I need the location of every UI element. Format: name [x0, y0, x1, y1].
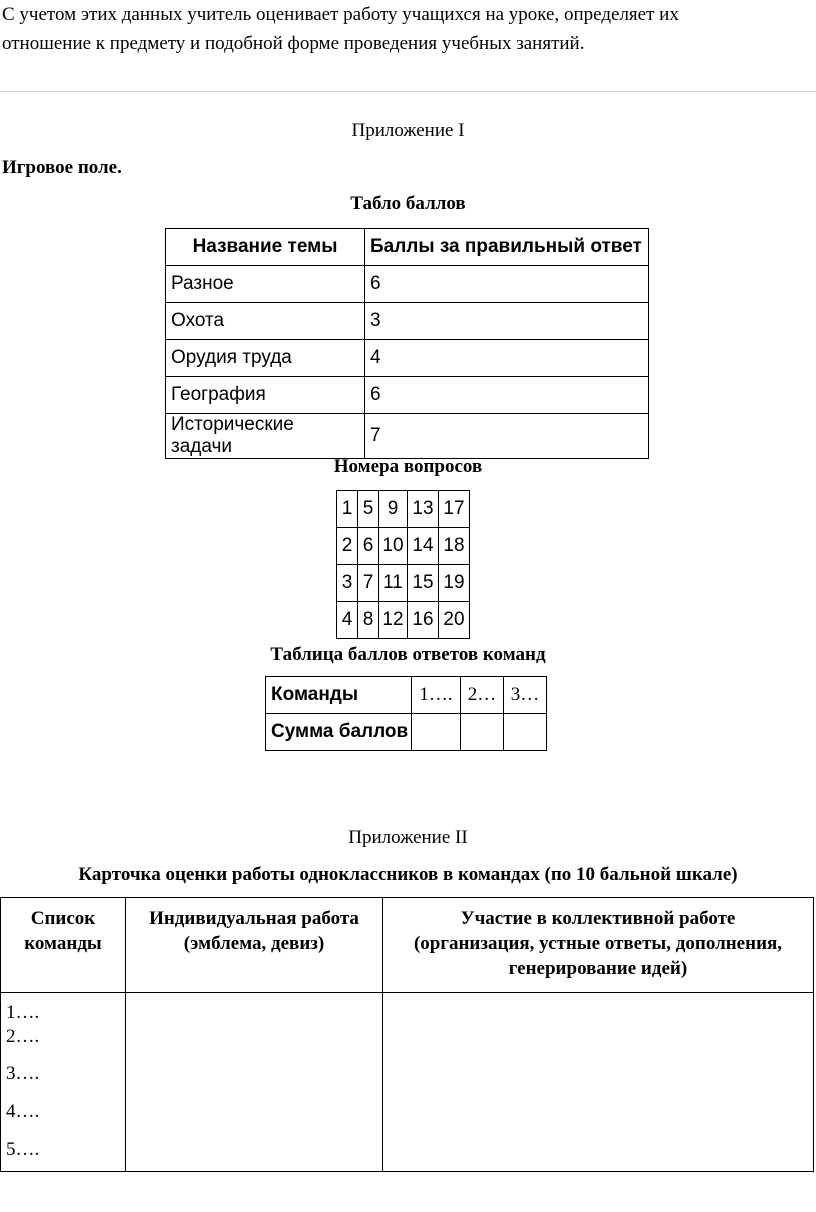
header-collective-work — [383, 898, 814, 993]
collective-work-cell — [383, 993, 814, 1172]
points-cell: 6 — [365, 266, 649, 303]
header-text: (эмблема, девиз) — [183, 933, 325, 954]
question-cell: 5 — [358, 491, 379, 528]
score-cell — [412, 714, 461, 751]
teams-score-table — [265, 676, 547, 751]
score-board-table — [165, 228, 649, 459]
topic-cell: География — [166, 377, 365, 414]
list-item: 4…. — [6, 1101, 40, 1122]
table-header-row — [166, 229, 649, 266]
score-board-title: Табло баллов — [350, 193, 466, 214]
list-item: 2…. — [6, 1026, 40, 1047]
questions-grid — [336, 490, 470, 639]
table-row — [166, 414, 649, 459]
table-row — [166, 266, 649, 303]
question-cell: 19 — [439, 565, 470, 602]
header-points: Баллы за правильный ответ — [365, 229, 649, 266]
header-text: Список — [30, 908, 96, 929]
question-cell: 20 — [439, 602, 470, 639]
points-cell: 7 — [365, 414, 649, 459]
evaluation-card-table — [0, 897, 814, 1172]
topic-cell: Орудия труда — [166, 340, 365, 377]
points-cell: 6 — [365, 377, 649, 414]
list-item: 1…. — [6, 1002, 40, 1023]
question-cell: 7 — [358, 565, 379, 602]
question-cell: 1 — [337, 491, 358, 528]
table-row — [166, 303, 649, 340]
question-cell: 9 — [379, 491, 408, 528]
topic-cell: Исторические задачи — [166, 414, 365, 459]
question-cell: 11 — [379, 565, 408, 602]
individual-work-cell — [126, 993, 383, 1172]
page-divider — [0, 91, 816, 92]
table-row — [337, 602, 470, 639]
intro-line-2: отношение к предмету и подобной форме проведения учебных занятий. — [2, 33, 585, 54]
table-row — [337, 565, 470, 602]
list-item: 3…. — [6, 1063, 40, 1084]
table-row — [166, 340, 649, 377]
table-row — [266, 714, 547, 751]
header-topic: Название темы — [166, 229, 365, 266]
question-cell: 15 — [408, 565, 439, 602]
list-item: 5…. — [6, 1139, 40, 1160]
table-row — [337, 528, 470, 565]
question-cell: 18 — [439, 528, 470, 565]
intro-line-1: С учетом этих данных учитель оценивает работу учащихся на уроке, определяет их — [2, 4, 679, 25]
question-cell: 12 — [379, 602, 408, 639]
intro-paragraph — [2, 0, 802, 58]
question-cell: 8 — [358, 602, 379, 639]
teams-label: Команды — [266, 677, 412, 714]
points-cell: 3 — [365, 303, 649, 340]
header-text: Участие в коллективной работе — [460, 908, 736, 929]
table-row — [266, 677, 547, 714]
team-cell: 3… — [504, 677, 547, 714]
header-individual-work — [126, 898, 383, 993]
topic-cell: Охота — [166, 303, 365, 340]
appendix-2-title: Приложение II — [348, 827, 468, 848]
header-text: команды — [24, 933, 102, 954]
appendix-1-title: Приложение I — [351, 120, 465, 141]
evaluation-card-title: Карточка оценки работы одноклассников в командах (по 10 бальной шкале) — [78, 864, 738, 885]
score-cell — [461, 714, 504, 751]
header-team-list — [1, 898, 126, 993]
question-cell: 3 — [337, 565, 358, 602]
table-header-row — [1, 898, 814, 993]
table-row — [1, 993, 814, 1172]
points-cell: 4 — [365, 340, 649, 377]
team-cell: 1…. — [412, 677, 461, 714]
question-cell: 16 — [408, 602, 439, 639]
question-cell: 6 — [358, 528, 379, 565]
question-cell: 14 — [408, 528, 439, 565]
table-row — [337, 491, 470, 528]
table-row — [166, 377, 649, 414]
team-list-cell — [1, 993, 126, 1172]
score-sum-label: Сумма баллов — [266, 714, 412, 751]
questions-title: Номера вопросов — [333, 456, 483, 477]
score-cell — [504, 714, 547, 751]
header-text: (организация, устные ответы, дополнения, — [413, 933, 783, 954]
team-cell: 2… — [461, 677, 504, 714]
question-cell: 17 — [439, 491, 470, 528]
question-cell: 2 — [337, 528, 358, 565]
header-text: генерирование идей) — [508, 958, 688, 979]
teams-table-title: Таблица баллов ответов команд — [270, 644, 546, 665]
topic-cell: Разное — [166, 266, 365, 303]
question-cell: 4 — [337, 602, 358, 639]
game-field-heading: Игровое поле. — [2, 157, 122, 178]
question-cell: 10 — [379, 528, 408, 565]
header-text: Индивидуальная работа — [149, 908, 359, 929]
question-cell: 13 — [408, 491, 439, 528]
